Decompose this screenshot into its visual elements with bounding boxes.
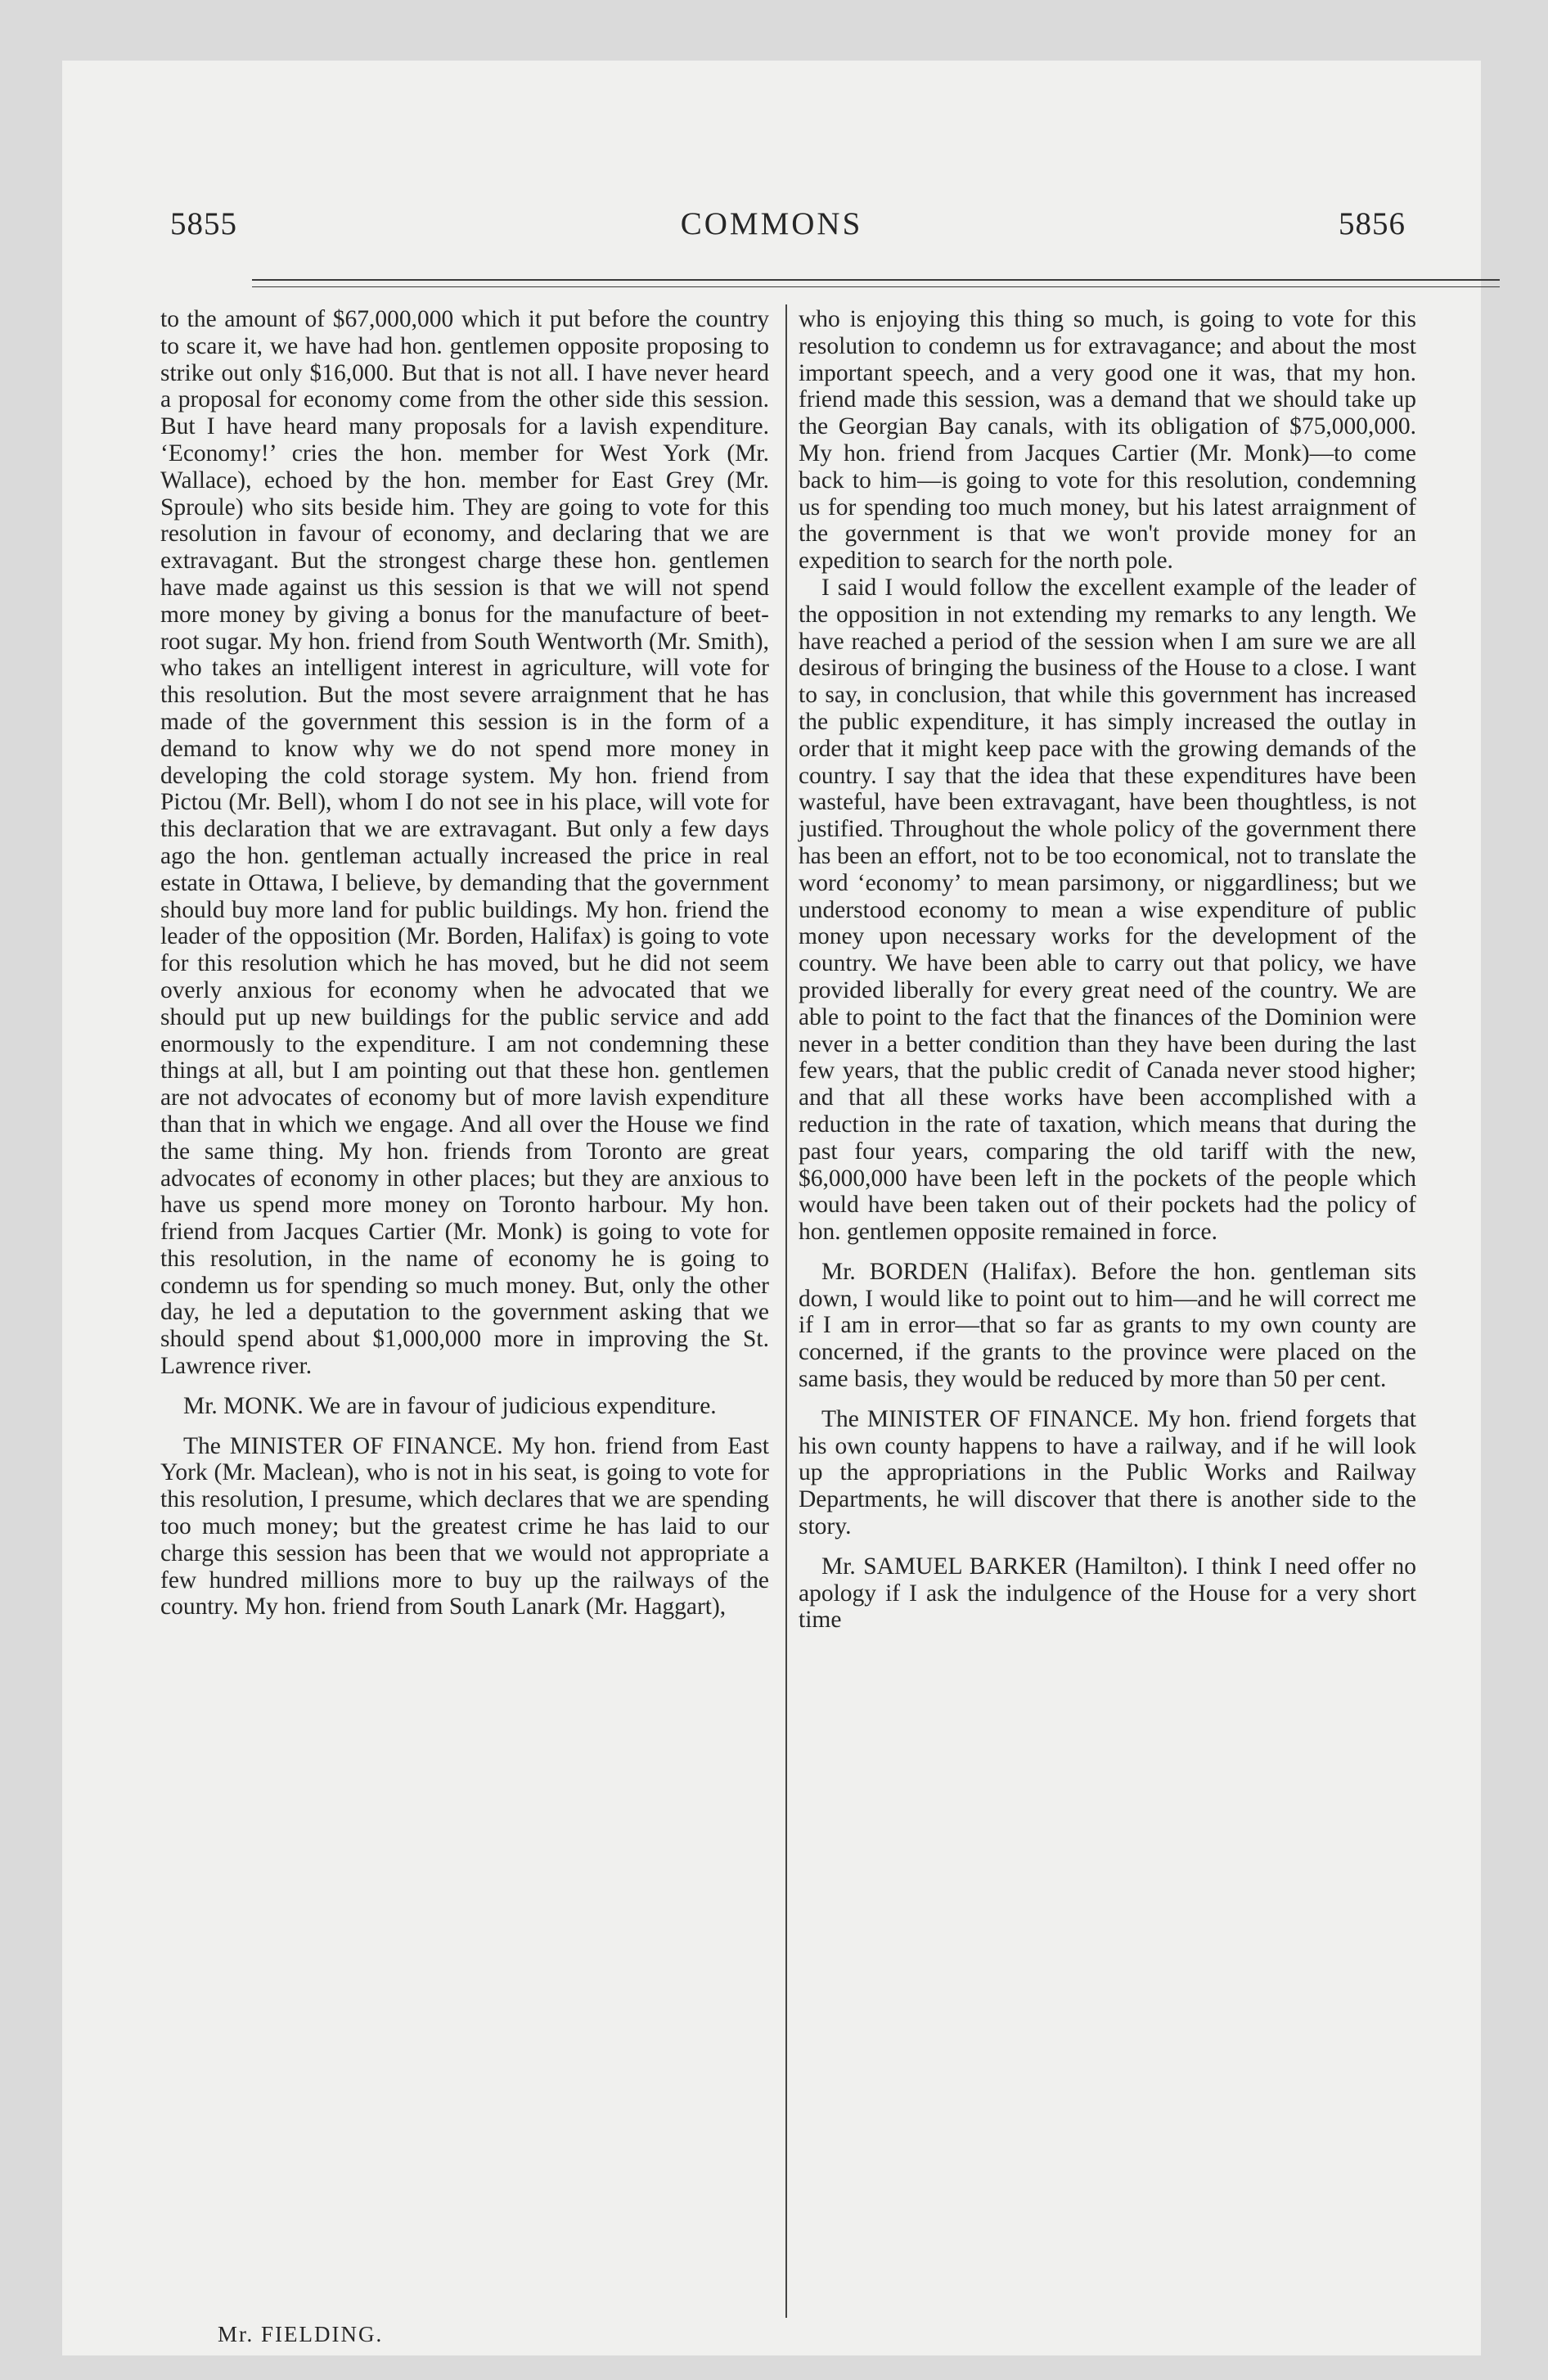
paragraph: The MINISTER OF FINANCE. My hon. friend from East York (Mr. Maclean), who is not in his seat, is going to vote for this resolution, I presume, which declares that we are spending too much money; but the greatest crime he has laid to our charge this session has been that we would not appropriate a few hundred millions more to buy up the railways of the country. My hon. friend from South Lanark (Mr. Haggart), (160, 1432, 769, 1620)
page-number-right: 5856 (1339, 206, 1406, 241)
header-rule-thin (252, 286, 1500, 287)
paragraph: Mr. MONK. We are in favour of judicious expenditure. (183, 1392, 717, 1419)
header-rule-thick (252, 279, 1500, 281)
page-header (62, 205, 1481, 263)
paragraph: The MINISTER OF FINANCE. My hon. friend forgets that his own county happens to have a railway, and if he will look up the appropriations in the Public Works and Railway Departments, he will discover that there is another side to the story. (799, 1405, 1416, 1540)
right-column (799, 306, 1416, 1634)
paragraph: who is enjoying this thing so much, is going to vote for this resolution to condemn us for extravagance; and about the most important speech, and a very good one it was, that my hon. friend made this session, was a demand that we should take up the Georgian Bay canals, with its obligation of $75,000,000. My hon. friend from Jacques Cartier (Mr. Monk)—to come back to him—is going to vote for this resolution, condemning us for spending too much money, but his latest arraignment of the government is that we won't provide money for an expedition to search for the north pole. (799, 306, 1416, 575)
paragraph: to the amount of $67,000,000 which it put before the country to scare it, we have had hon. gentlemen opposite proposing to strike out only $16,000. But that is not all. I have never heard a proposal for economy come from the other side this session. But I have heard many proposals for a lavish expenditure. ‘Economy!’ cries the hon. member for West York (Mr. Wallace), echoed by the hon. member for East Grey (Mr. Sproule) who sits beside him. They are going to vote for this resolution in favour of economy, and declaring that we are extravagant. But the strongest charge these hon. gentlemen have made against us this session is that we will not spend more money by giving a bonus for the manufacture of beet-root sugar. My hon. friend from South Wentworth (Mr. Smith), who takes an intelligent interest in agriculture, will vote for this resolution. But the most severe arraignment that he has made of the government this session is in the form of a demand to know why we do not spend more money in developing the cold storage system. My hon. friend from Pictou (Mr. Bell), whom I do not see in his place, will vote for this declaration that we are extravagant. But only a few days ago the hon. gentleman actually increased the price in real estate in Ottawa, I believe, by demanding that the government should buy more land for public buildings. My hon. friend the leader of the opposition (Mr. Borden, Halifax) is going to vote for this resolution which he has moved, but he did not seem overly anxious for economy when he advocated that we should put up new buildings for the public service and add enormously to the expenditure. I am not condemning these things at all, but I am pointing out that these hon. gentlemen are not advocates of economy but of more lavish expenditure than that in which we engage. And all over the House we find the same thing. My hon. friends from Toronto are great advocates of economy in other places; but they are anxious to have us spend more money on Toronto harbour. My hon. friend from Jacques Cartier (Mr. Monk) is going to vote for this resolution, in the name of economy he is going to condemn us for spending so much money. But, only the other day, he led a deputation to the government asking that we should spend about $1,000,000 more in improving the St. Lawrence river. (160, 306, 769, 1380)
left-column (160, 306, 769, 1620)
paragraph: Mr. SAMUEL BARKER (Hamilton). I think I need offer no apology if I ask the indulgence of the House for a very short time (799, 1553, 1416, 1634)
paragraph: Mr. BORDEN (Halifax). Before the hon. gentleman sits down, I would like to point out to him—and he will correct me if I am in error—that so far as grants to my own county are concerned, if the grants to the province were placed on the same basis, they would be reduced by more than 50 per cent. (799, 1258, 1416, 1393)
running-head: COMMONS (680, 206, 863, 241)
paragraph: I said I would follow the excellent example of the leader of the opposition in not extending my remarks to any length. We have reached a period of the session when I am sure we are all desirous of bringing the business of the House to a close. I want to say, in conclusion, that while this government has increased the public expenditure, it has simply increased the outlay in order that it might keep pace with the growing demands of the country. I say that the idea that these expenditures have been wasteful, have been extravagant, have been thoughtless, is not justified. Throughout the whole policy of the government there has been an effort, not to be too economical, not to translate the word ‘economy’ to mean parsimony, or niggardliness; but we understood economy to mean a wise expenditure of public money upon necessary works for the development of the country. We have been able to carry out that policy, we have provided liberally for every great need of the country. We are able to point to the fact that the finances of the Dominion were never in a better condition than they have been during the last few years, that the public credit of Canada never stood higher; and that all these works have been accomplished with a reduction in the rate of taxation, which means that during the past four years, comparing the old tariff with the new, $6,000,000 have been left in the pockets of the people which would have been taken out of their pockets had the policy of hon. gentlemen opposite remained in force. (799, 574, 1416, 1246)
footer-speaker: Mr. FIELDING. (218, 2322, 384, 2346)
column-divider (785, 304, 787, 2318)
page (62, 61, 1481, 2355)
page-number-left: 5855 (170, 206, 237, 241)
